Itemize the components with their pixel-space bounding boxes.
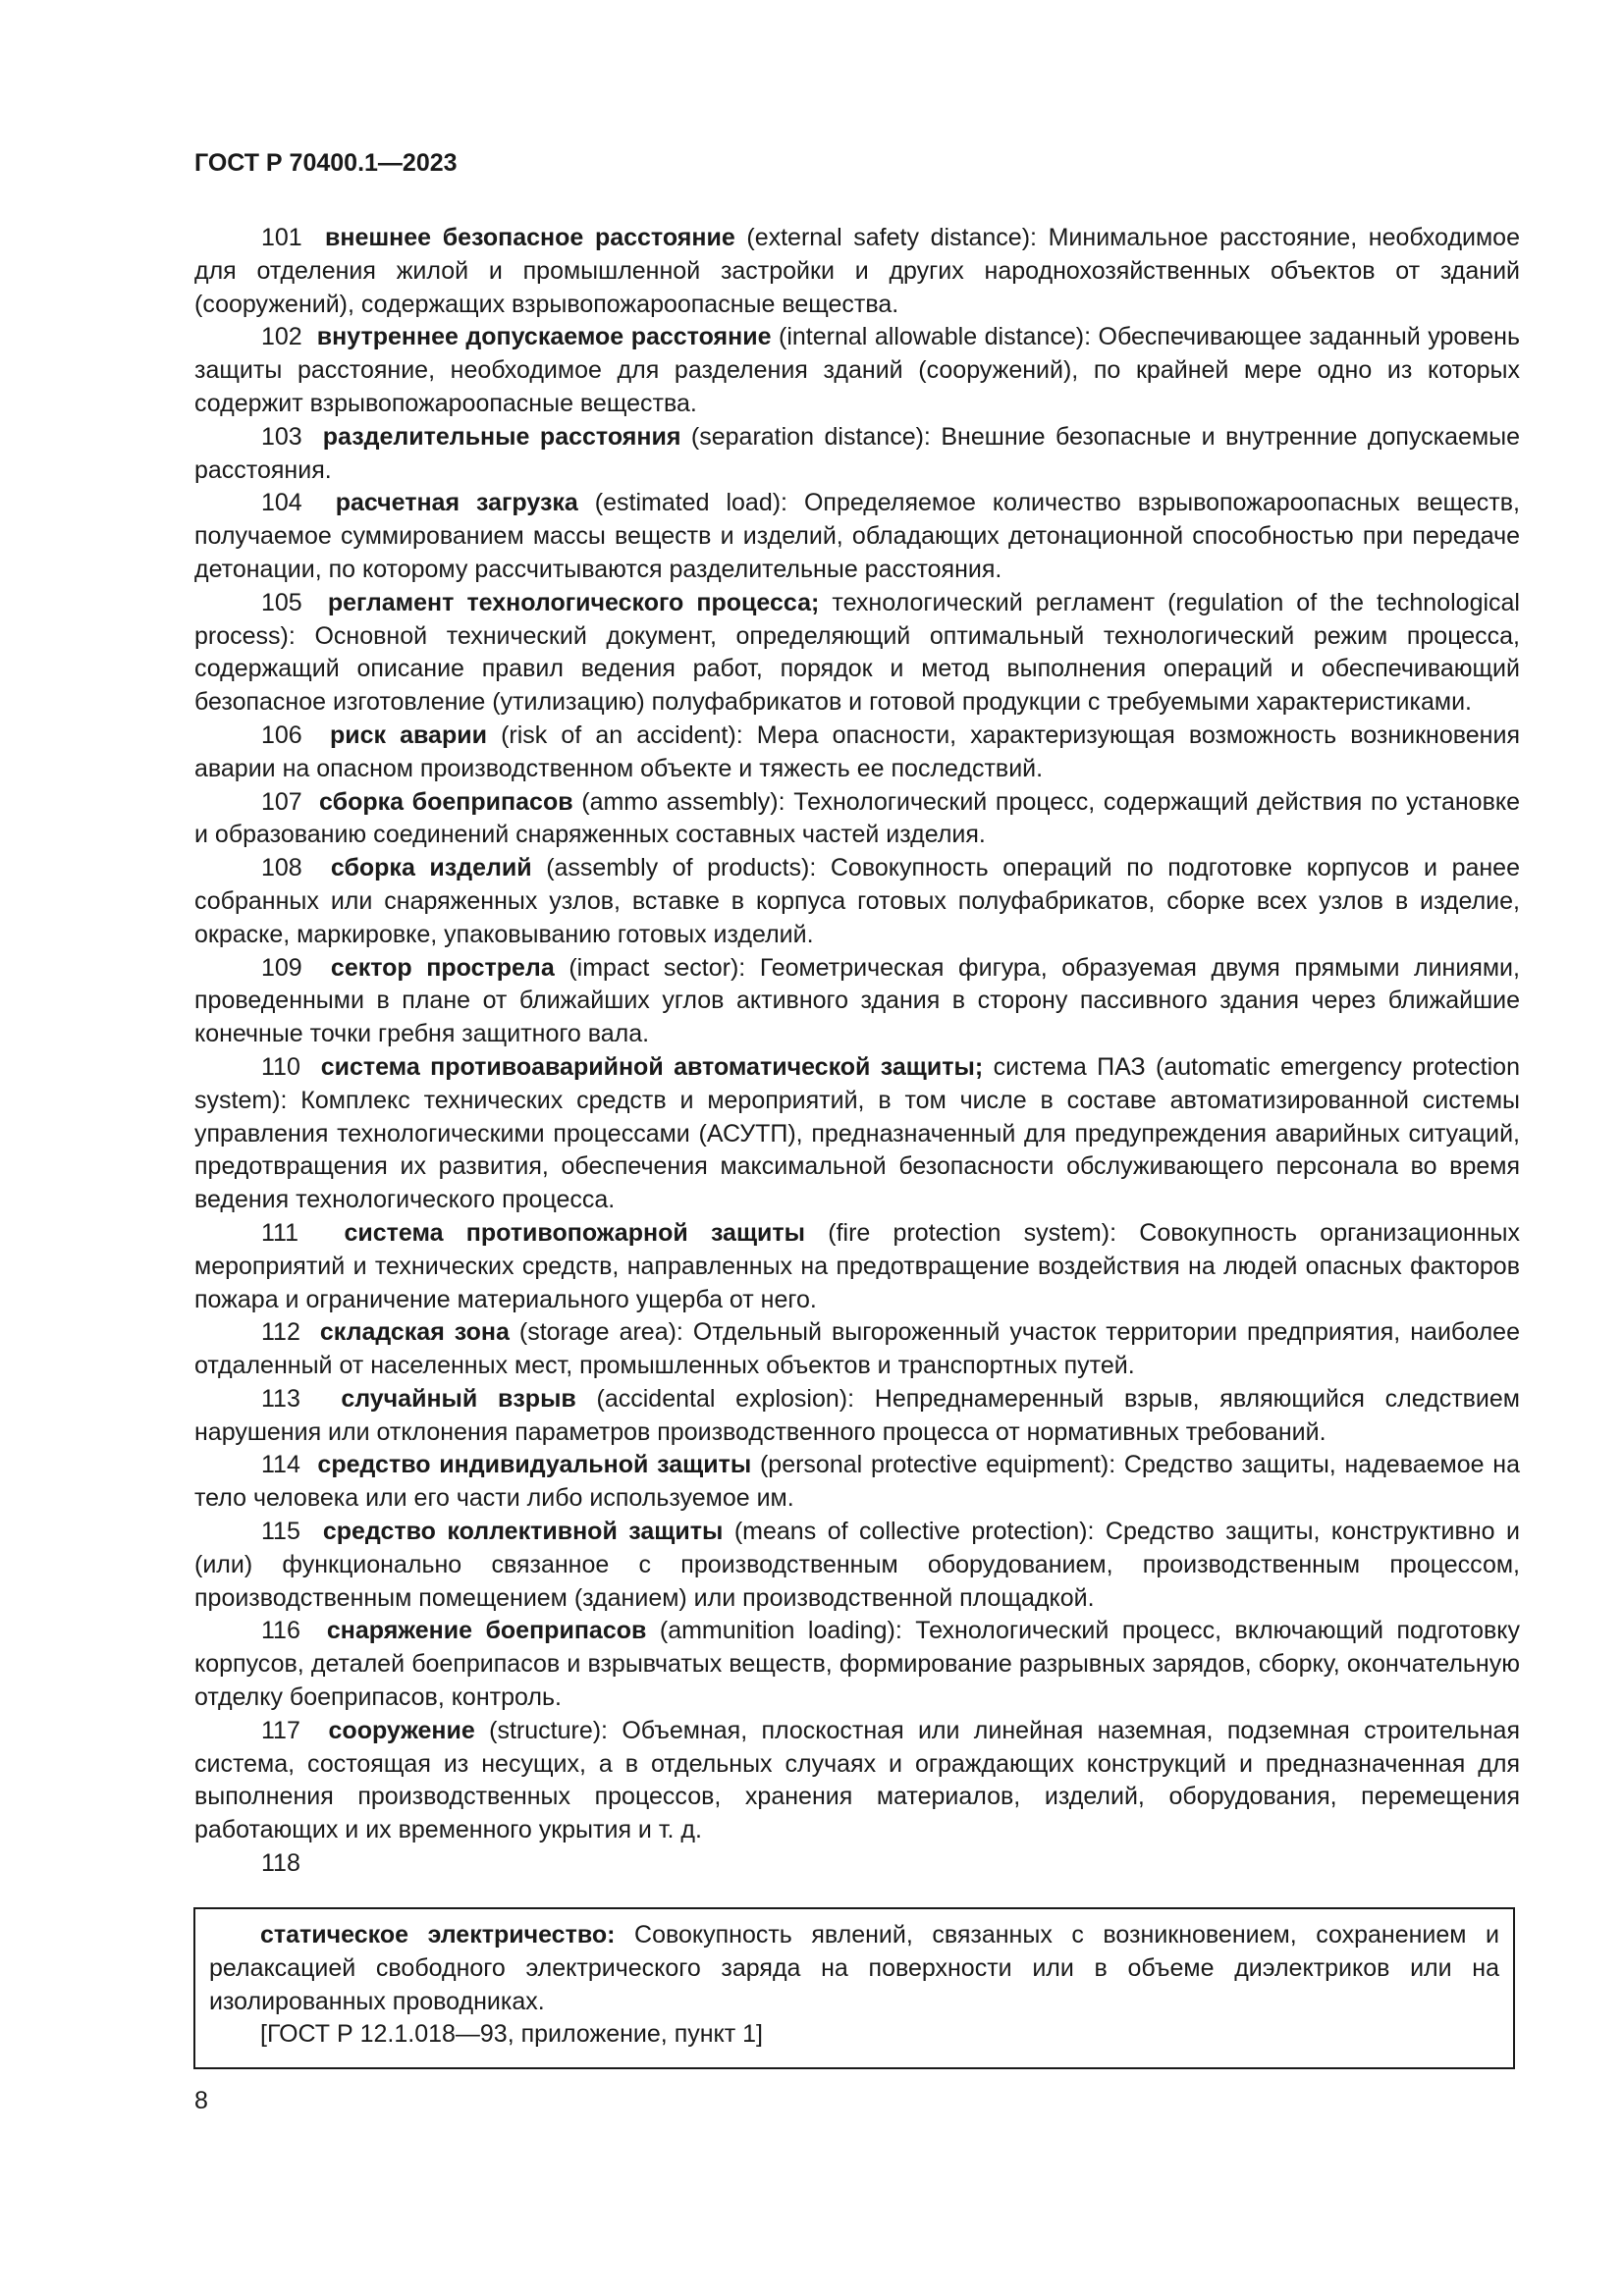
term-entry [194,852,1520,951]
term-entry [194,321,1520,420]
term-entry [194,587,1520,720]
term-entry [194,720,1520,786]
term-number: 111 [261,1218,299,1247]
term-number: 109 [261,953,302,982]
boxed-term-number: 118 [261,1849,300,1878]
term-name: случайный взрыв [341,1384,576,1413]
term-name: складская зона [319,1318,510,1347]
page-number: 8 [194,2087,208,2114]
term-name: расчетная загрузка [335,489,578,517]
term-definition: (fire protection system): Совокупность организационных мероприятий и технических средств, направленных на предотвращение воздействия на людей опасных факторов пожара и ограничение материального ущерба от него. [194,1218,1520,1313]
term-definition: (impact sector): Геометрическая фигура, образуемая двумя прямыми линиями, проведенными в плане от ближайших углов активного здания в сторону пассивного здания через ближайшие конечные точки гребня защитного вала. [194,953,1520,1048]
term-definition: (structure): Объемная, плоскостная или линейная наземная, подземная строительная система, состоящая из несущих, а в отдельных случаях и ограждающих конструкций и предназначенная для выполнения производственных процессов, хранения материалов, изделий, оборудования, перемещения работающих и их временного укрытия и т. д. [194,1716,1520,1844]
term-number: 103 [261,422,302,451]
term-definition: (ammunition loading): Технологический процесс, включающий подготовку корпусов, деталей боеприпасов и взрывчатых веществ, формирование разрывных зарядов, сборку, окончательную отделку боеприпасов, контроль. [194,1617,1520,1712]
term-definition: (personal protective equipment): Средство защиты, надеваемое на тело человека или его части либо используемое им. [194,1451,1520,1513]
term-name: риск аварии [329,721,487,749]
term-name: внешнее безопасное расстояние [324,224,735,251]
term-number: 115 [261,1518,300,1546]
term-definition: (ammo assembly): Технологический процесс, содержащий действия по установке и образованию соединений снаряженных составных частей изделия. [194,787,1520,849]
term-definition: (external safety distance): Минимальное расстояние, необходимое для отделения жилой и промышленной застройки и других народнохозяйственных объектов от зданий (сооружений), содержащих взрывопожароопасные вещества. [194,224,1520,318]
term-number: 102 [261,323,302,351]
term-name: система противопожарной защиты [344,1218,806,1247]
term-definition: (internal allowable distance): Обеспечивающее заданный уровень защиты расстояние, необходимое для разделения зданий (сооружений), по крайней мере одно из которых содержит взрывопожароопасные вещества. [194,323,1520,417]
term-definition: (separation distance): Внешние безопасные и внутренние допускаемые расстояния. [194,422,1520,484]
term-number: 112 [261,1318,300,1347]
boxed-term-frame [193,1907,1515,2069]
term-definition: (assembly of products): Совокупность операций по подготовке корпусов и ранее собранных или снаряженных узлов, вставке в корпуса готовых полуфабрикатов, сборке всех узлов в изделие, окраске, маркировке, упаковыванию готовых изделий. [194,854,1520,948]
term-entry [194,1715,1520,1847]
term-number: 108 [261,854,302,882]
term-number: 106 [261,721,302,749]
term-definition: (estimated load): Определяемое количество взрывопожароопасных веществ, получаемое суммированием массы веществ и изделий, обладающих детонационной способностью при передаче детонации, по которому рассчитываются разделительные расстояния. [194,489,1520,583]
term-name: система противоаварийной автоматической защиты; [320,1052,984,1081]
term-entry [194,487,1520,586]
term-definition: (means of collective protection): Средство защиты, конструктивно и (или) функционально связанное с производственным оборудованием, производственным процессом, производственным помещением (зданием) или производственной площадкой. [194,1518,1520,1612]
boxed-term-definition [209,1919,1499,2018]
term-name: внутреннее допускаемое расстояние [316,323,772,351]
term-name: средство коллективной защиты [322,1518,724,1546]
term-name: снаряжение боеприпасов [326,1617,647,1645]
document-header: ГОСТ Р 70400.1—2023 [194,149,458,177]
term-number: 114 [261,1451,300,1479]
boxed-term-text: Совокупность явлений, связанных с возникновением, сохранением и релаксацией свободного электрического заряда на поверхности или в объеме диэлектриков или на изолированных проводниках. [209,1921,1499,2015]
term-entry [194,1051,1520,1217]
term-name: сборка боеприпасов [319,787,573,816]
term-entry [194,1615,1520,1714]
term-entry [194,786,1520,853]
term-number: 105 [261,588,302,616]
term-definition: система ПАЗ (automatic emergency protection system): Комплекс технических средств и мероприятий, в том числе в составе автоматизированной системы управления технологическими процессами (АСУТП), предназначенный для предупреждения аварийных ситуаций, предотвращения их развития, обеспечения максимальной безопасности обслуживающего персонала во время ведения технологического процесса. [194,1052,1520,1214]
term-number: 101 [261,224,302,251]
term-definition: технологический регламент (regulation of the technological process): Основной технический документ, определяющий оптимальный технологический режим процесса, содержащий описание правил ведения работ, порядок и метод выполнения операций и обеспечивающий безопасное изготовление (утилизацию) полуфабрикатов и готовой продукции с требуемыми характеристиками. [194,588,1520,717]
term-entry [194,1383,1520,1450]
term-entry [194,952,1520,1051]
boxed-term-reference: [ГОСТ Р 12.1.018—93, приложение, пункт 1] [260,2020,763,2049]
terms-list [194,222,1520,1881]
term-entry [194,1516,1520,1615]
term-entry [194,1316,1520,1383]
term-number: 113 [261,1384,300,1413]
term-entry [194,421,1520,488]
term-entry [194,222,1520,321]
term-number: 116 [261,1617,300,1645]
term-name: сооружение [328,1716,475,1744]
term-number: 107 [261,787,302,816]
term-name: разделительные расстояния [322,422,681,451]
term-number: 117 [261,1716,300,1744]
term-number: 104 [261,489,302,517]
term-name: регламент технологического процесса; [327,588,820,616]
term-definition: (storage area): Отдельный выгороженный участок территории предприятия, наиболее отдаленный от населенных мест, промышленных объектов и транспортных путей. [194,1318,1520,1380]
term-name: средство индивидуальной защиты [317,1451,752,1479]
boxed-term-name: статическое электричество: [260,1921,616,1949]
term-number: 110 [261,1052,300,1081]
term-name: сектор прострела [330,953,555,982]
term-definition: (risk of an accident): Мера опасности, характеризующая возможность возникновения аварии на опасном производственном объекте и тяжесть ее последствий. [194,721,1520,782]
term-entry [194,1217,1520,1316]
term-definition: (accidental explosion): Непреднамеренный взрыв, являющийся следствием нарушения или отклонения параметров производственного процесса от нормативных требований. [194,1384,1520,1446]
term-name: сборка изделий [330,854,532,882]
term-entry [194,1449,1520,1516]
